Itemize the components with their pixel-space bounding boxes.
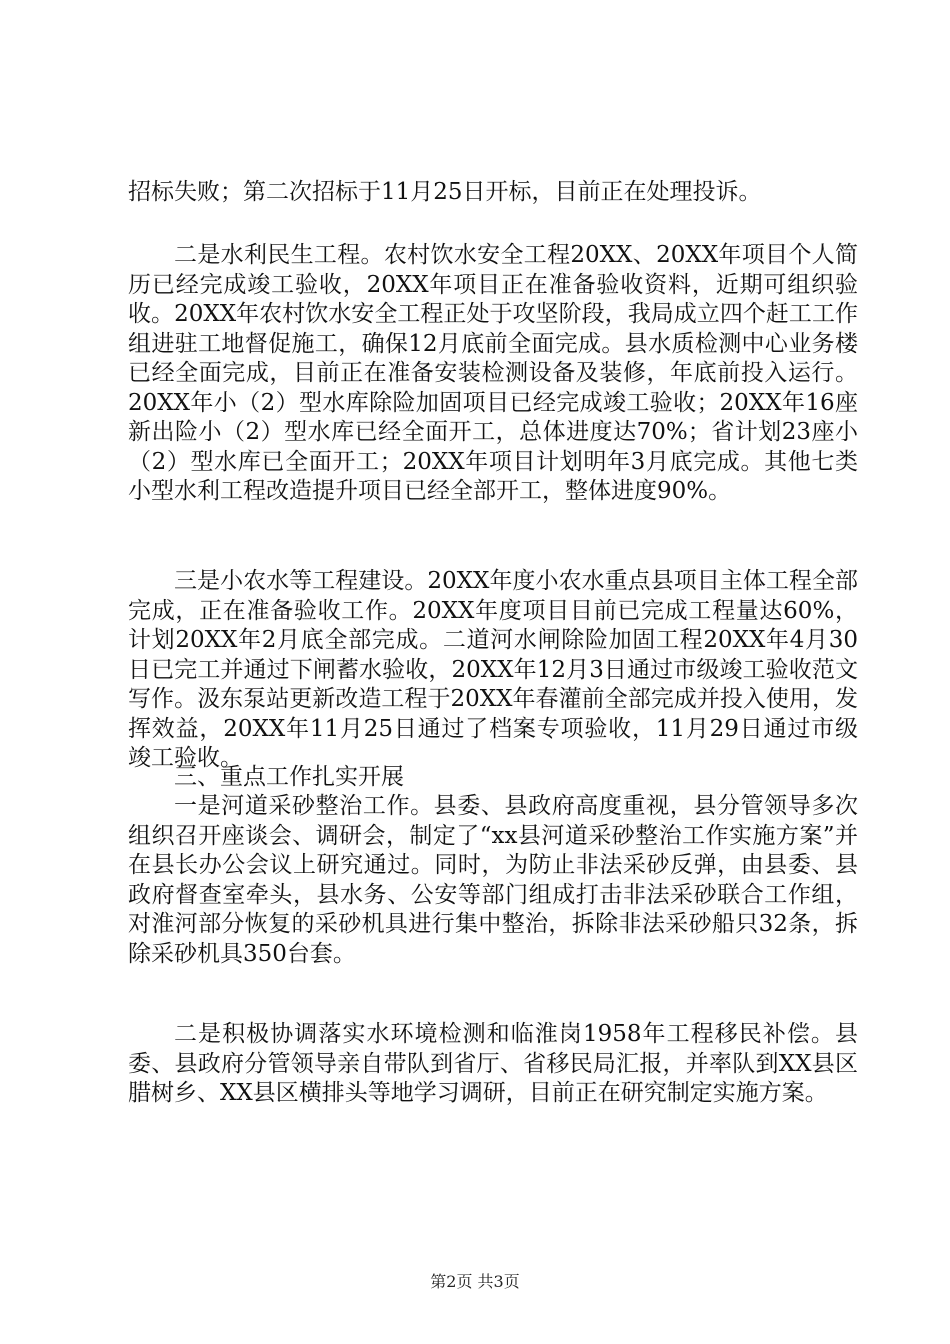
paragraph-migrant-compensation: 二是积极协调落实水环境检测和临淮岗1958年工程移民补偿。县委、县政府分管领导亲自带队到省厅、省移民局汇报，并率队到XX县区腊树乡、XX县区横排头等地学习调研，目前正在研究制定实施方案。 bbox=[128, 1021, 858, 1106]
paragraph-small-irrigation: 三是小农水等工程建设。20XX年度小农水重点县项目主体工程全部完成，正在准备验收工作。20XX年度项目目前已完成工程量达60%，计划20XX年2月底全部完成。二道河水闸除险加固工程20XX年4月30日已完工并通过下闸蓄水验收，20XX年12月3日通过市级竣工验收范文写作。汲东泵站更新改造工程于20XX年春灌前全部完成并投入使用，发挥效益，20XX年11月25日通过了档案专项验收，11月29日通过市级竣工验收。 bbox=[128, 568, 858, 771]
paragraph-sand-mining: 一是河道采砂整治工作。县委、县政府高度重视，县分管领导多次组织召开座谈会、调研会，制定了“xx县河道采砂整治工作实施方案”并在县长办公会议上研究通过。同时，为防止非法采砂反弹，由县委、县政府督查室牵头，县水务、公安等部门组成打击非法采砂联合工作组，对淮河部分恢复的采砂机具进行集中整治，拆除非法采砂船只32条，拆除采砂机具350台套。 bbox=[128, 793, 858, 967]
paragraph-bidding-result: 招标失败；第二次招标于11月25日开标，目前正在处理投诉。 bbox=[128, 179, 762, 205]
page-number-footer: 第2页 共3页 bbox=[430, 1272, 520, 1291]
section-heading-key-work: 三、重点工作扎实开展 bbox=[174, 764, 404, 790]
paragraph-water-livelihood: 二是水利民生工程。农村饮水安全工程20XX、20XX年项目个人简历已经完成竣工验收，20XX年项目正在准备验收资料，近期可组织验收。20XX年农村饮水安全工程正处于攻坚阶段，我局成立四个赶工工作组进驻工地督促施工，确保12月底前全面完成。县水质检测中心业务楼已经全面完成，目前正在准备安装检测设备及装修，年底前投入运行。20XX年小（2）型水库除险加固项目已经完成竣工验收；20XX年16座新出险小（2）型水库已经全面开工，总体进度达70%；省计划23座小（2）型水库已全面开工；20XX年项目计划明年3月底完成。其他七类小型水利工程改造提升项目已经全部开工，整体进度90%。 bbox=[128, 242, 858, 504]
